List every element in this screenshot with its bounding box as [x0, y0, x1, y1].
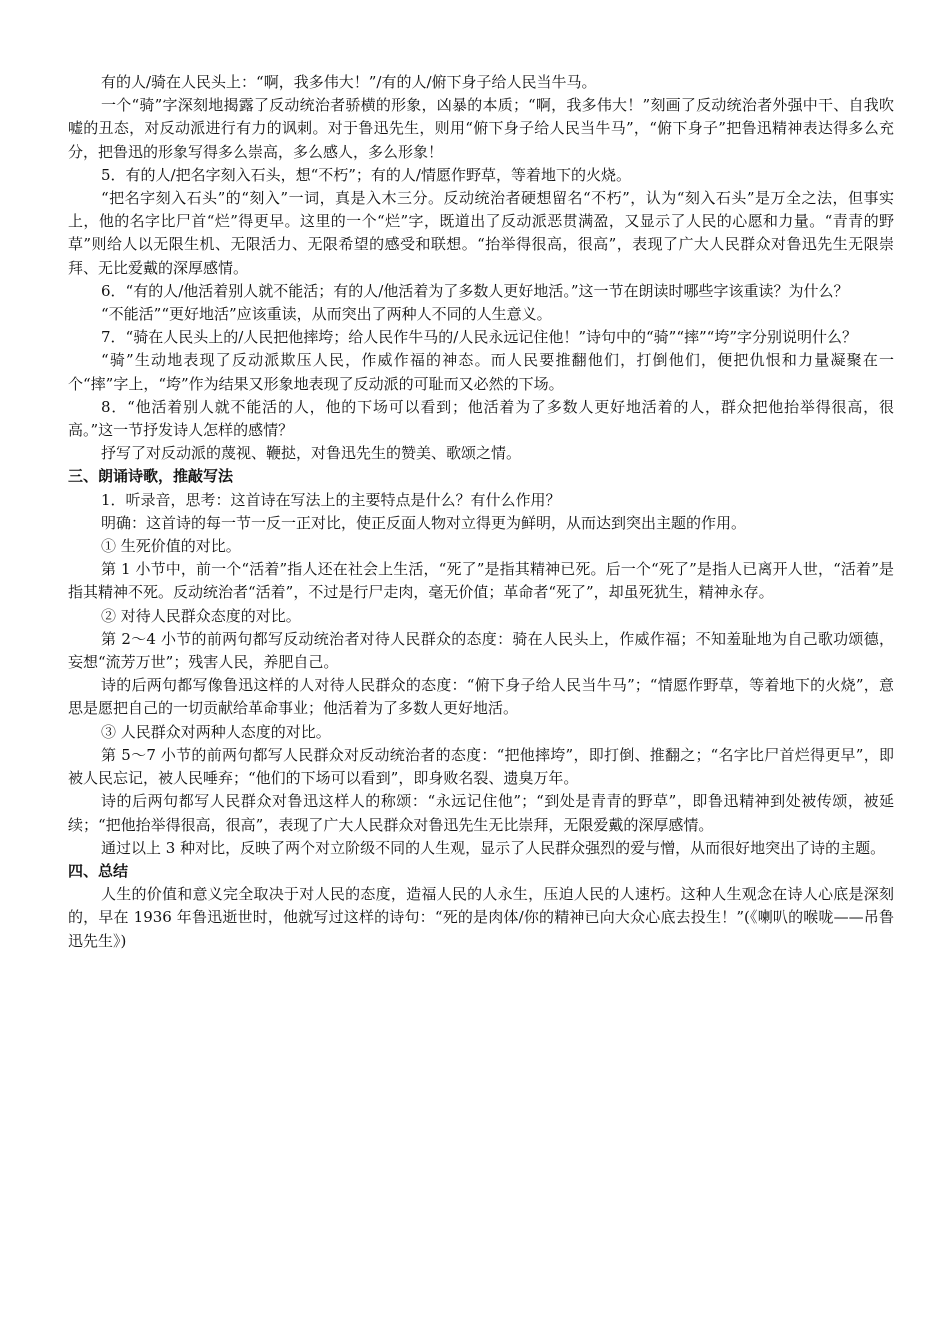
- subpoint-1: ① 生死价值的对比。: [101, 537, 241, 556]
- summary-paragraph: 人生的价值和意义完全取决于对人民的态度，造福人民的人永生，压迫人民的人速朽。这种人生观念在诗人心底是深刻的，早在 1936 年鲁迅逝世时，他就写过这样的诗句：“死的是肉体/你的精神已向大众心底去投生！”(《喇叭的喉咙——吊鲁迅先生》): [68, 885, 894, 950]
- section-heading-3: 三、朗诵诗歌，推敲写法: [68, 467, 234, 486]
- answer-paragraph: 抒写了对反动派的蔑视、鞭挞，对鲁迅先生的赞美、歌颂之情。: [101, 444, 522, 463]
- question-5-paragraph: 5．有的人/把名字刻入石头，想“不朽”；有的人/情愿作野草，等着地下的火烧。: [101, 165, 631, 184]
- answer-paragraph: “不能活”“更好地活”应该重读，从而突出了两种人不同的人生意义。: [101, 305, 552, 324]
- question-8-paragraph: 8．“他活着别人就不能活的人，他的下场可以看到；他活着为了多数人更好地活着的人，群众把他抬举得很高，很高。”这一节抒发诗人怎样的感情？: [68, 397, 894, 440]
- section-heading-4: 四、总结: [68, 861, 129, 880]
- question-6-paragraph: 6．“有的人/他活着别人就不能活；有的人/他活着为了多数人更好地活。”这一节在朗读时哪些字该重读？为什么？: [101, 281, 849, 300]
- subpoint-2: ② 对待人民群众态度的对比。: [101, 606, 301, 625]
- subpoint-3: ③ 人民群众对两种人态度的对比。: [101, 722, 331, 741]
- answer-paragraph: 明确：这首诗的每一节一反一正对比，使正反面人物对立得更为鲜明，从而达到突出主题的作用。: [101, 513, 747, 532]
- analysis-paragraph: 一个“骑”字深刻地揭露了反动统治者骄横的形象，凶暴的本质；“啊，我多伟大！”刻画了反动统治者外强中干、自我吹嘘的丑态，对反动派进行有力的讽刺。对于鲁迅先生，则用“俯下身子给人民当牛马”，“俯下身子”把鲁迅精神表达得多么充分，把鲁迅的形象写得多么崇高，多么感人，多么形象！: [68, 96, 894, 161]
- analysis-paragraph: 诗的后两句都写像鲁迅这样的人对待人民群众的态度：“俯下身子给人民当牛马”；“情愿作野草，等着地下的火烧”，意思是愿把自己的一切贡献给革命事业；他活着为了多数人更好地活。: [68, 676, 894, 718]
- analysis-paragraph: 第 5～7 小节的前两句都写人民群众对反动统治者的态度：“把他摔垮”，即打倒、推翻之；“名字比尸首烂得更早”，即被人民忘记，被人民唾弃；“他们的下场可以看到”，即身败名裂、遗臭万年。: [68, 745, 894, 788]
- analysis-paragraph: “把名字刻入石头”的“刻入”一词，真是入木三分。反动统治者硬想留名“不朽”，认为“刻入石头”是万全之法，但事实上，他的名字比尸首“烂”得更早。这里的一个“烂”字，既道出了反动派恶贯满盈，又显示了人民的心愿和力量。“青青的野草”则给人以无限生机、无限活力、无限希望的感受和联想。“抬举得很高，很高”，表现了广大人民群众对鲁迅先生无限崇拜、无比爱戴的深厚感情。: [68, 189, 894, 277]
- question-paragraph: 1．听录音，思考：这首诗在写法上的主要特点是什么？有什么作用？: [101, 490, 561, 509]
- analysis-paragraph: 通过以上 3 种对比，反映了两个对立阶级不同的人生观，显示了人民群众强烈的爱与憎，从而很好地突出了诗的主题。: [101, 838, 886, 857]
- answer-paragraph: “骑”生动地表现了反动派欺压人民，作威作福的神态。而人民要推翻他们，打倒他们，便把仇恨和力量凝聚在一个“摔”字上，“垮”作为结果又形象地表现了反动派的可耻而又必然的下场。: [68, 351, 894, 393]
- document-page: [68, 71, 894, 953]
- poem-line-paragraph: 有的人/骑在人民头上：“啊，我多伟大！”/有的人/俯下身子给人民当牛马。: [101, 73, 597, 91]
- analysis-paragraph: 第 2～4 小节的前两句都写反动统治者对待人民群众的态度：骑在人民头上，作威作福；不知羞耻地为自己歌功颂德，妄想“流芳万世”；残害人民，养肥自己。: [68, 629, 894, 672]
- question-7-paragraph: 7．“骑在人民头上的/人民把他摔垮；给人民作牛马的/人民永远记住他！”诗句中的“骑”“摔”“垮”字分别说明什么？: [101, 328, 858, 347]
- analysis-paragraph: 第 1 小节中，前一个“活着”指人还在社会上生活，“死了”是指其精神已死。后一个“死了”是指人已离开人世，“活着”是指其精神不死。反动统治者“活着”，不过是行尸走肉，毫无价值；革命者“死了”，却虽死犹生，精神永存。: [68, 560, 894, 602]
- analysis-paragraph: 诗的后两句都写人民群众对鲁迅这样人的称颂：“永远记住他”；“到处是青青的野草”，即鲁迅精神到处被传颂，被延续；“把他抬举得很高，很高”，表现了广大人民群众对鲁迅先生无比崇拜，无限爱戴的深厚感情。: [68, 792, 894, 834]
